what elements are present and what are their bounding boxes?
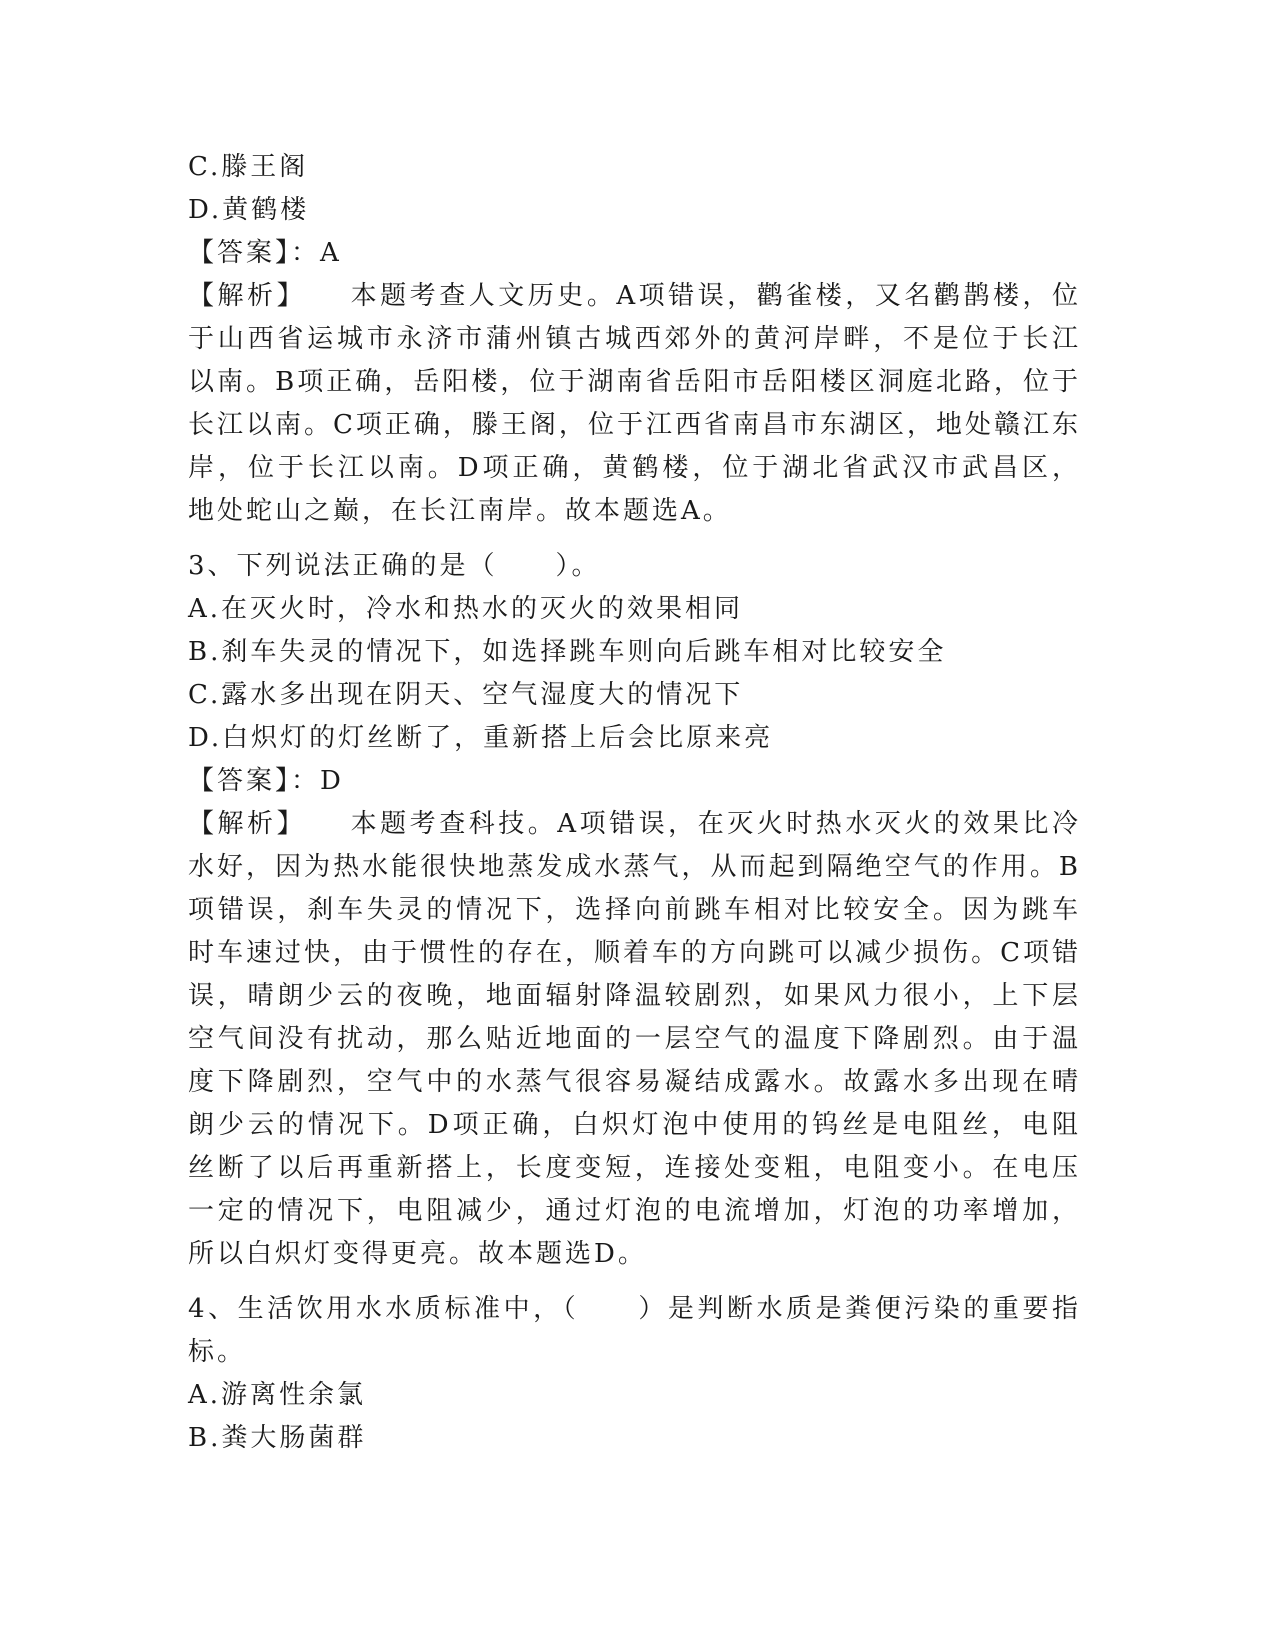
q2-answer-line	[188, 232, 1081, 275]
q4-option-b: B.粪大肠菌群	[188, 1423, 367, 1453]
document-body	[188, 146, 1081, 1460]
q3-answer-line	[188, 760, 1081, 803]
q3-option-b: B.刹车失灵的情况下，如选择跳车则向后跳车相对比较安全	[188, 637, 947, 667]
q2-answer-value: A	[320, 238, 342, 268]
q3-analysis-text: 本题考查科技。A项错误，在灭火时热水灭火的效果比冷水好，因为热水能很快地蒸发成水蒸气，从而起到隔绝空气的作用。B项错误，刹车失灵的情况下，选择向前跳车相对比较安全。因为跳车时车速过快，由于惯性的存在，顺着车的方向跳可以减少损伤。C项错误，晴朗少云的夜晚，地面辐射降温较剧烈，如果风力很小，上下层空气间没有扰动，那么贴近地面的一层空气的温度下降剧烈。由于温度下降剧烈，空气中的水蒸气很容易凝结成露水。故露水多出现在晴朗少云的情况下。D项正确，白炽灯泡中使用的钨丝是电阻丝，电阻丝断了以后再重新搭上，长度变短，连接处变粗，电阻变小。在电压一定的情况下，电阻减少，通过灯泡的电流增加，灯泡的功率增加，所以白炽灯变得更亮。故本题选D。	[188, 809, 1081, 1269]
q3-stem: 3、下列说法正确的是（ ）。	[188, 551, 601, 581]
q3-option-c: C.露水多出现在阴天、空气湿度大的情况下	[188, 680, 744, 710]
q3-answer-label: 【答案】：	[188, 766, 321, 796]
q2-analysis	[188, 275, 1081, 533]
q2-analysis-label: 【解析】	[188, 281, 307, 311]
q3-analysis-label: 【解析】	[188, 809, 307, 839]
q2-analysis-text: 本题考查人文历史。A项错误，鹳雀楼，又名鹳鹊楼，位于山西省运城市永济市蒲州镇古城西郊外的黄河岸畔，不是位于长江以南。B项正确，岳阳楼，位于湖南省岳阳市岳阳楼区洞庭北路，位于长江以南。C项正确，滕王阁，位于江西省南昌市东湖区，地处赣江东岸，位于长江以南。D项正确，黄鹤楼，位于湖北省武汉市武昌区，地处蛇山之巅，在长江南岸。故本题选A。	[188, 281, 1081, 526]
q2-option-c: C.滕王阁	[188, 152, 309, 182]
q3-option-a: A.在灭火时，冷水和热水的灭火的效果相同	[188, 594, 744, 624]
q3-analysis	[188, 803, 1081, 1276]
q2-answer-label: 【答案】：	[188, 238, 321, 268]
q4-stem: 4、生活饮用水水质标准中，（ ）是判断水质是粪便污染的重要指标。	[188, 1294, 1081, 1367]
q2-option-d: D.黄鹤楼	[188, 195, 310, 225]
q3-answer-value: D	[320, 766, 344, 796]
q3-option-d: D.白炽灯的灯丝断了，重新搭上后会比原来亮	[188, 723, 774, 753]
q4-option-a: A.游离性余氯	[188, 1380, 367, 1410]
